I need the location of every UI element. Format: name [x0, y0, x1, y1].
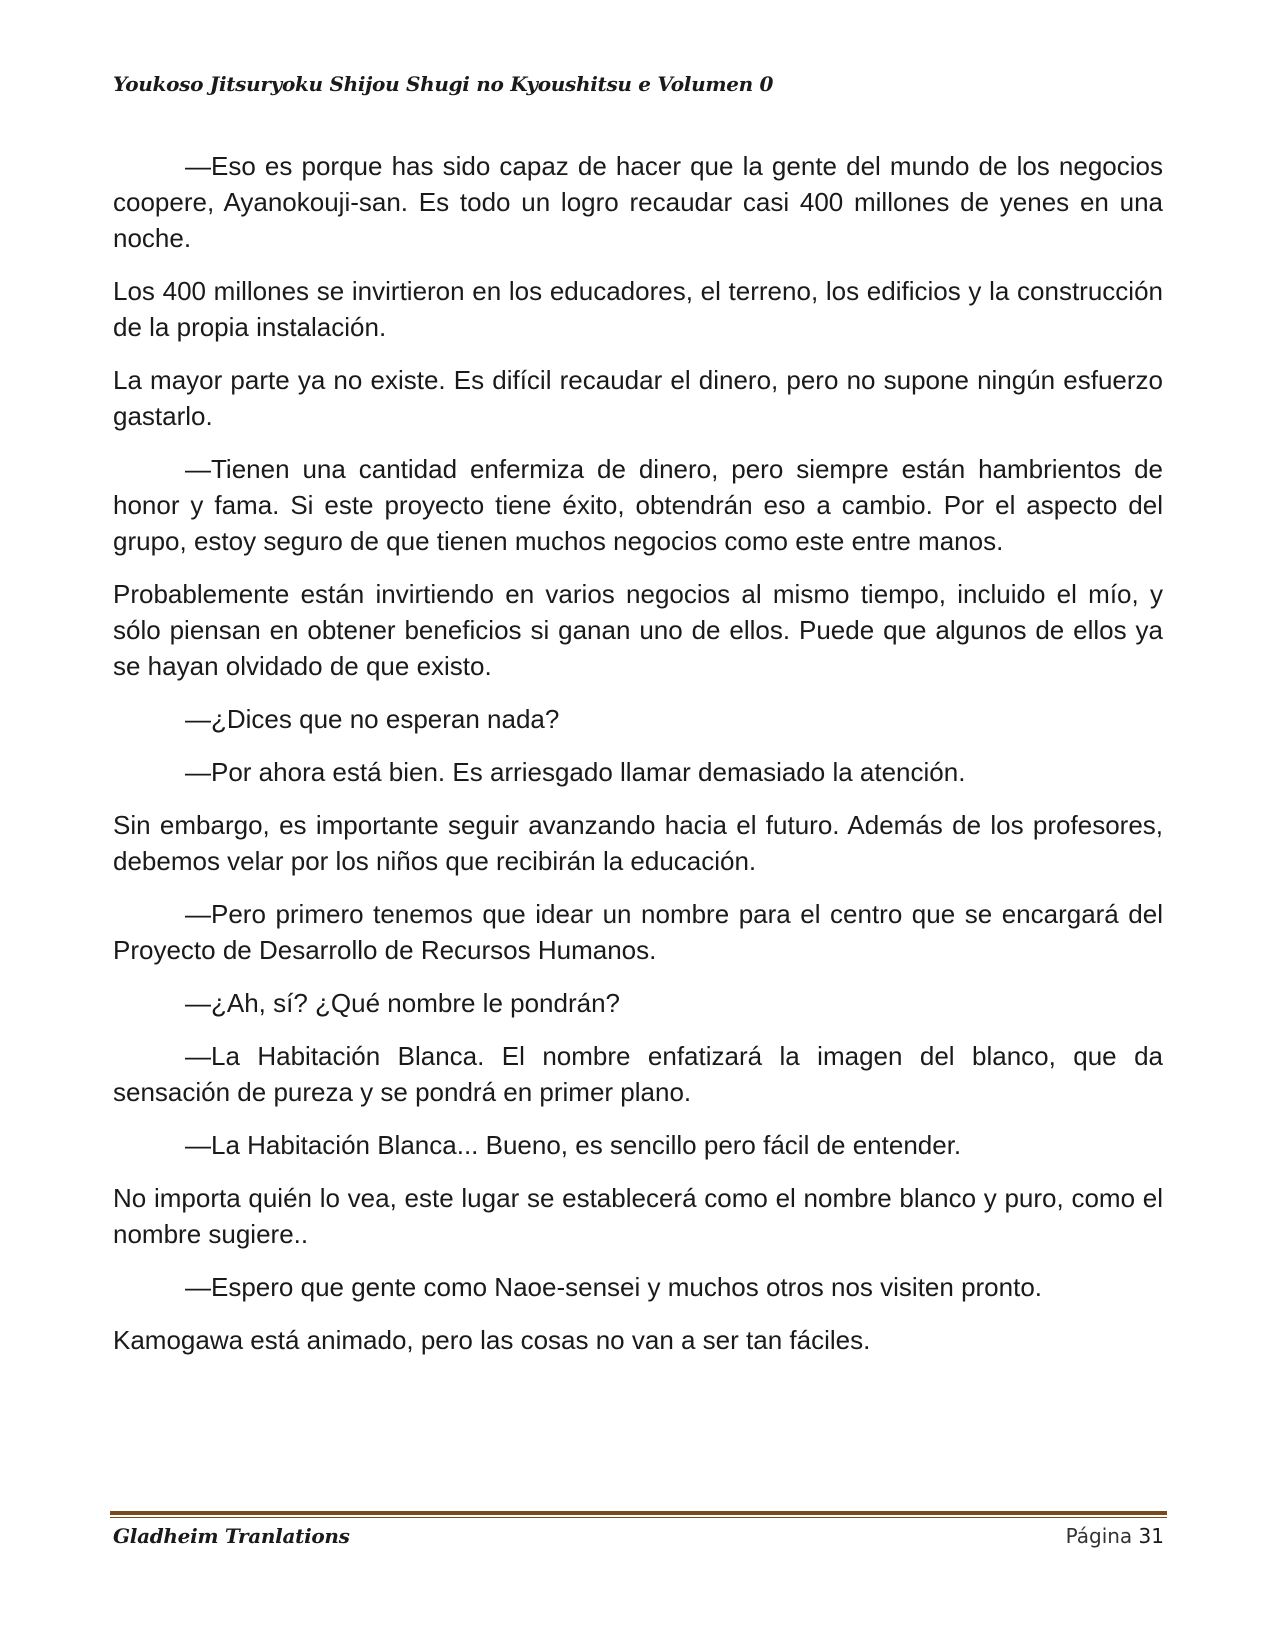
paragraph-11: —La Habitación Blanca. El nombre enfatizará la imagen del blanco, que da sensación de pureza y se pondrá en primer plano.: [113, 1041, 1163, 1107]
running-header-title: Youkoso Jitsuryoku Shijou Shugi no Kyoushitsu e Volumen 0: [113, 72, 774, 96]
paragraph-2: Los 400 millones se invirtieron en los educadores, el terreno, los edificios y la construcción de la propia instalación.: [113, 276, 1163, 342]
paragraph-15: Kamogawa está animado, pero las cosas no van a ser tan fáciles.: [113, 1325, 871, 1355]
footer-publisher: Gladheim Tranlations: [113, 1524, 350, 1548]
footer-divider-thick-line: [110, 1511, 1167, 1515]
paragraph-1: —Eso es porque has sido capaz de hacer que la gente del mundo de los negocios coopere, Ayanokouji-san. Es todo un logro recaudar casi 400 millones de yenes en una noche.: [113, 151, 1163, 253]
paragraph-6: —¿Dices que no esperan nada?: [185, 704, 560, 734]
footer-divider-thin-line: [110, 1517, 1167, 1518]
paragraph-8: Sin embargo, es importante seguir avanzando hacia el futuro. Además de los profesores, debemos velar por los niños que recibirán la educación.: [113, 810, 1163, 876]
paragraph-3: La mayor parte ya no existe. Es difícil recaudar el dinero, pero no supone ningún esfuerzo gastarlo.: [113, 365, 1163, 431]
footer-divider: [110, 1511, 1167, 1518]
paragraph-9: —Pero primero tenemos que idear un nombre para el centro que se encargará del Proyecto de Desarrollo de Recursos Humanos.: [113, 899, 1163, 965]
paragraph-10: —¿Ah, sí? ¿Qué nombre le pondrán?: [185, 988, 621, 1018]
page-body: [113, 148, 1163, 1375]
paragraph-14: —Espero que gente como Naoe-sensei y muchos otros nos visiten pronto.: [185, 1272, 1043, 1302]
paragraph-5: Probablemente están invirtiendo en varios negocios al mismo tiempo, incluido el mío, y sólo piensan en obtener beneficios si ganan uno de ellos. Puede que algunos de ellos ya se hayan olvidado de que existo.: [113, 579, 1163, 681]
page-number: 31: [1138, 1524, 1164, 1548]
footer-page-indicator: [1066, 1524, 1164, 1548]
paragraph-4: —Tienen una cantidad enfermiza de dinero, pero siempre están hambrientos de honor y fama. Si este proyecto tiene éxito, obtendrán eso a cambio. Por el aspecto del grupo, estoy seguro de que tienen muchos negocios como este entre manos.: [113, 454, 1163, 556]
paragraph-12: —La Habitación Blanca... Bueno, es sencillo pero fácil de entender.: [185, 1130, 962, 1160]
page-label: Página: [1065, 1524, 1133, 1548]
paragraph-13: No importa quién lo vea, este lugar se establecerá como el nombre blanco y puro, como el nombre sugiere..: [113, 1183, 1163, 1249]
paragraph-7: —Por ahora está bien. Es arriesgado llamar demasiado la atención.: [185, 757, 966, 787]
